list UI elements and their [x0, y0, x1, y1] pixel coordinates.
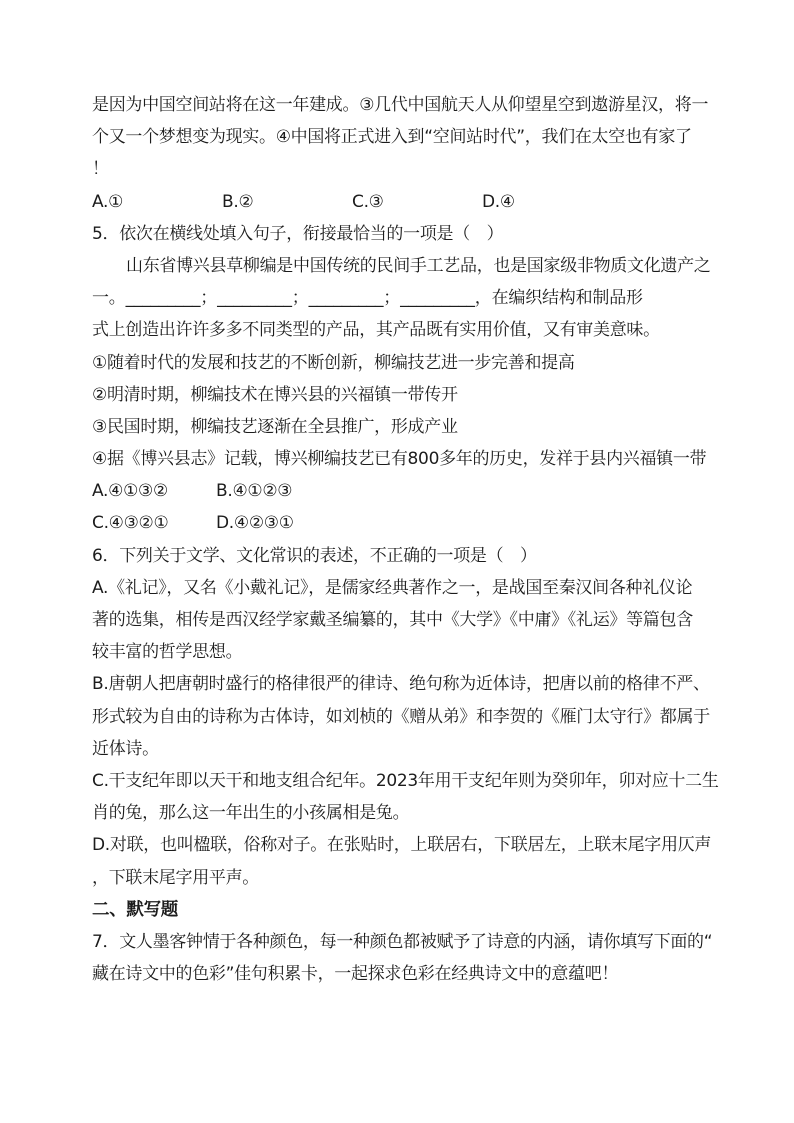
q5-sentence-1: ①随着时代的发展和技艺的不断创新，柳编技艺进一步完善和提高 — [92, 352, 575, 373]
q4-option-a: A.① — [92, 191, 124, 212]
q5-passage-line: 山东省博兴县草柳编是中国传统的民间手工艺品，也是国家级非物质文化遗产之 — [126, 255, 711, 276]
q5-passage-blanks-line: 一。_________；_________；_________；_________，在编织结构和制品形 — [92, 288, 643, 309]
q6-option-b-line: 近体诗。 — [92, 738, 159, 759]
q6-stem: 6．下列关于文学、文化常识的表述，不正确的一项是（ ） — [92, 545, 537, 566]
q6-option-c-line: C.干支纪年即以天干和地支组合纪年。2023年用干支纪年则为癸卯年，卯对应十二生 — [92, 770, 719, 791]
q6-option-a-line: 著的选集，相传是西汉经学家戴圣编纂的，其中《大学》《中庸》《礼运》等篇包含 — [92, 610, 693, 630]
q6-option-a-line: A.《礼记》，又名《小戴礼记》，是儒家经典著作之一，是战国至秦汉间各种礼仪论 — [92, 577, 693, 598]
q6-option-b-line: 形式较为自由的诗称为古体诗，如刘桢的《赠从弟》和李贺的《雁门太守行》都属于 — [92, 706, 710, 727]
q4-option-b: B.② — [222, 191, 254, 212]
exam-content — [92, 89, 719, 990]
q5-option-c: C.④③②① — [92, 513, 169, 534]
q7-line: 藏在诗文中的色彩”佳句积累卡，一起探求色彩在经典诗文中的意蕴吧！ — [92, 964, 619, 985]
q4-body-line: 个又一个梦想变为现实。④中国将正式进入到“空间站时代”，我们在太空也有家了 — [92, 127, 692, 148]
q5-stem: 5．依次在横线处填入句子，衔接最恰当的一项是（ ） — [92, 223, 504, 244]
q6-option-a-line: 较丰富的哲学思想。 — [92, 642, 243, 663]
q7-line: 7．文人墨客钟情于各种颜色，每一种颜色都被赋予了诗意的内涵，请你填写下面的“ — [92, 931, 713, 952]
q5-option-a: A.④①③② — [92, 481, 168, 502]
q6-option-b-line: B.唐朝人把唐朝时盛行的格律很严的律诗、绝句称为近体诗，把唐以前的格律不严、 — [92, 674, 710, 695]
q5-sentence-2: ②明清时期，柳编技术在博兴县的兴福镇一带传开 — [92, 384, 458, 405]
q5-sentence-3: ③民国时期，柳编技艺逐渐在全县推广，形成产业 — [92, 416, 458, 437]
q4-option-d: D.④ — [482, 191, 515, 212]
q5-sentence-4: ④据《博兴县志》记载，博兴柳编技艺已有800多年的历史，发祥于县内兴福镇一带 — [92, 449, 707, 470]
q5-option-b: B.④①②③ — [216, 481, 293, 502]
q5-options-row-2 — [92, 507, 706, 539]
q5-options-row-1 — [92, 475, 706, 507]
q5-passage-line: 式上创造出许许多多不同类型的产品，其产品既有实用价值，又有审美意味。 — [92, 320, 660, 341]
q5-option-d: D.④②③① — [216, 513, 294, 534]
section-2-heading: 二、默写题 — [92, 899, 178, 920]
q4-option-c: C.③ — [352, 191, 384, 212]
q6-option-c-line: 肖的兔，那么这一年出生的小孩属相是兔。 — [92, 803, 410, 824]
q6-option-d-line: ，下联末尾字用平声。 — [92, 867, 259, 888]
q4-body-line: ！ — [92, 159, 109, 180]
q4-options-row — [92, 186, 706, 218]
q4-body-line: 是因为中国空间站将在这一年建成。③几代中国航天人从仰望星空到遨游星汉，将一 — [92, 95, 709, 115]
q6-option-d-line: D.对联，也叫楹联，俗称对子。在张贴时，上联居右，下联居左，上联末尾字用仄声 — [92, 835, 712, 856]
